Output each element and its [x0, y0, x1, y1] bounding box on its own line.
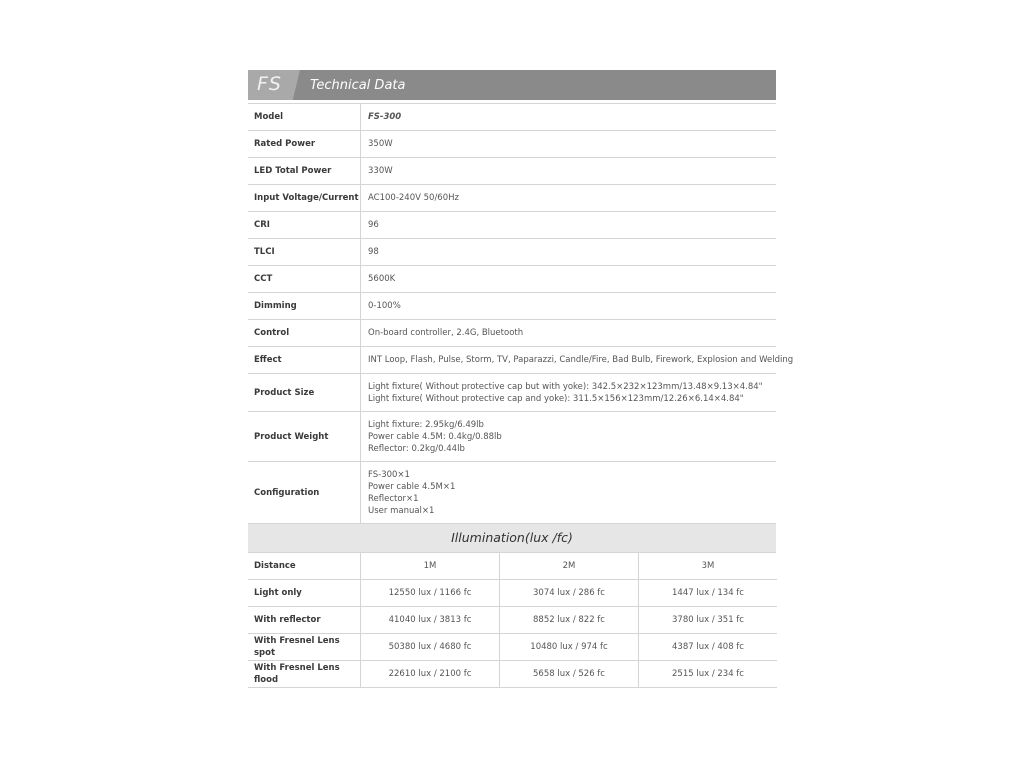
illumination-value: 8852 lux / 822 fc	[500, 607, 639, 634]
spec-value	[361, 412, 777, 462]
spec-row	[248, 293, 776, 320]
illumination-value: 4387 lux / 408 fc	[639, 634, 778, 661]
spec-row	[248, 185, 776, 212]
spec-value	[361, 374, 777, 412]
distance-col: 2M	[500, 553, 639, 580]
spec-row	[248, 320, 776, 347]
spec-label: Model	[248, 104, 361, 131]
spec-row	[248, 412, 776, 462]
spec-value	[361, 266, 777, 293]
spec-label: LED Total Power	[248, 158, 361, 185]
technical-data-sheet	[248, 70, 794, 688]
spec-value	[361, 185, 777, 212]
illumination-row-label: With Fresnel Lens flood	[248, 661, 361, 688]
distance-col: 1M	[361, 553, 500, 580]
spec-label: Rated Power	[248, 131, 361, 158]
illumination-value: 1447 lux / 134 fc	[639, 580, 778, 607]
spec-row	[248, 104, 776, 131]
illumination-row	[248, 580, 777, 607]
spec-value-line: 330W	[368, 166, 393, 176]
spec-label: CRI	[248, 212, 361, 239]
spec-label: Effect	[248, 347, 361, 374]
illumination-value: 10480 lux / 974 fc	[500, 634, 639, 661]
header-title: Technical Data	[310, 78, 406, 93]
spec-value-line: Reflector: 0.2kg/0.44lb	[368, 443, 465, 454]
spec-value-line: 98	[368, 247, 379, 257]
spec-value-line: INT Loop, Flash, Pulse, Storm, TV, Paparazzi, Candle/Fire, Bad Bulb, Firework, Explosion and Welding	[368, 355, 794, 365]
spec-label: Configuration	[248, 462, 361, 524]
spec-row	[248, 158, 776, 185]
spec-value	[361, 131, 777, 158]
spec-value	[361, 293, 777, 320]
spec-value-line: Light fixture( Without protective cap and yoke): 311.5×156×123mm/12.26×6.14×4.84"	[368, 393, 744, 404]
spec-label: Control	[248, 320, 361, 347]
spec-row	[248, 462, 776, 524]
illumination-row	[248, 634, 777, 661]
illumination-value: 50380 lux / 4680 fc	[361, 634, 500, 661]
illumination-row-label: With Fresnel Lens spot	[248, 634, 361, 661]
spec-label: Product Size	[248, 374, 361, 412]
spec-label: Input Voltage/Current	[248, 185, 361, 212]
illumination-value: 3780 lux / 351 fc	[639, 607, 778, 634]
illumination-value: 3074 lux / 286 fc	[500, 580, 639, 607]
spec-value	[361, 212, 777, 239]
spec-value-line: 0-100%	[368, 301, 401, 311]
spec-label: Dimming	[248, 293, 361, 320]
spec-value-line: AC100-240V 50/60Hz	[368, 193, 459, 203]
spec-label: Product Weight	[248, 412, 361, 462]
spec-value-line: 350W	[368, 139, 393, 149]
spec-row	[248, 212, 776, 239]
spec-label: CCT	[248, 266, 361, 293]
spec-row	[248, 239, 776, 266]
spec-value-line: Power cable 4.5M: 0.4kg/0.88lb	[368, 431, 502, 442]
illumination-row-label: Light only	[248, 580, 361, 607]
spec-value-line: Light fixture: 2.95kg/6.49lb	[368, 419, 484, 430]
illumination-row	[248, 661, 777, 688]
illumination-title: Illumination(lux /fc)	[248, 524, 776, 553]
illumination-header-row	[248, 553, 777, 580]
spec-row	[248, 266, 776, 293]
spec-value-line: FS-300×1	[368, 469, 410, 480]
header-band	[248, 70, 776, 100]
spec-value	[361, 104, 777, 131]
spec-row	[248, 374, 776, 412]
spec-table	[248, 103, 794, 524]
distance-label: Distance	[248, 553, 361, 580]
spec-row	[248, 131, 776, 158]
illumination-value: 5658 lux / 526 fc	[500, 661, 639, 688]
spec-value-line: 96	[368, 220, 379, 230]
spec-value	[361, 462, 777, 524]
spec-row	[248, 347, 776, 374]
spec-value-line: User manual×1	[368, 505, 435, 516]
spec-value	[361, 239, 777, 266]
spec-value-line: Reflector×1	[368, 493, 419, 504]
spec-value	[361, 320, 777, 347]
illumination-value: 2515 lux / 234 fc	[639, 661, 778, 688]
illumination-value: 22610 lux / 2100 fc	[361, 661, 500, 688]
spec-value-line: Light fixture( Without protective cap but with yoke): 342.5×232×123mm/13.48×9.13×4.84"	[368, 381, 763, 392]
illumination-value: 41040 lux / 3813 fc	[361, 607, 500, 634]
illumination-value: 12550 lux / 1166 fc	[361, 580, 500, 607]
spec-value-line: Power cable 4.5M×1	[368, 481, 456, 492]
illumination-table	[248, 553, 777, 688]
illumination-row	[248, 607, 777, 634]
spec-value-line: FS-300	[368, 112, 402, 122]
illumination-row-label: With reflector	[248, 607, 361, 634]
spec-value	[361, 347, 794, 374]
spec-value-line: 5600K	[368, 274, 396, 284]
distance-col: 3M	[639, 553, 778, 580]
header-tab-label: FS	[257, 73, 282, 95]
spec-label: TLCI	[248, 239, 361, 266]
spec-value	[361, 158, 777, 185]
spec-value-line: On-board controller, 2.4G, Bluetooth	[368, 328, 524, 338]
